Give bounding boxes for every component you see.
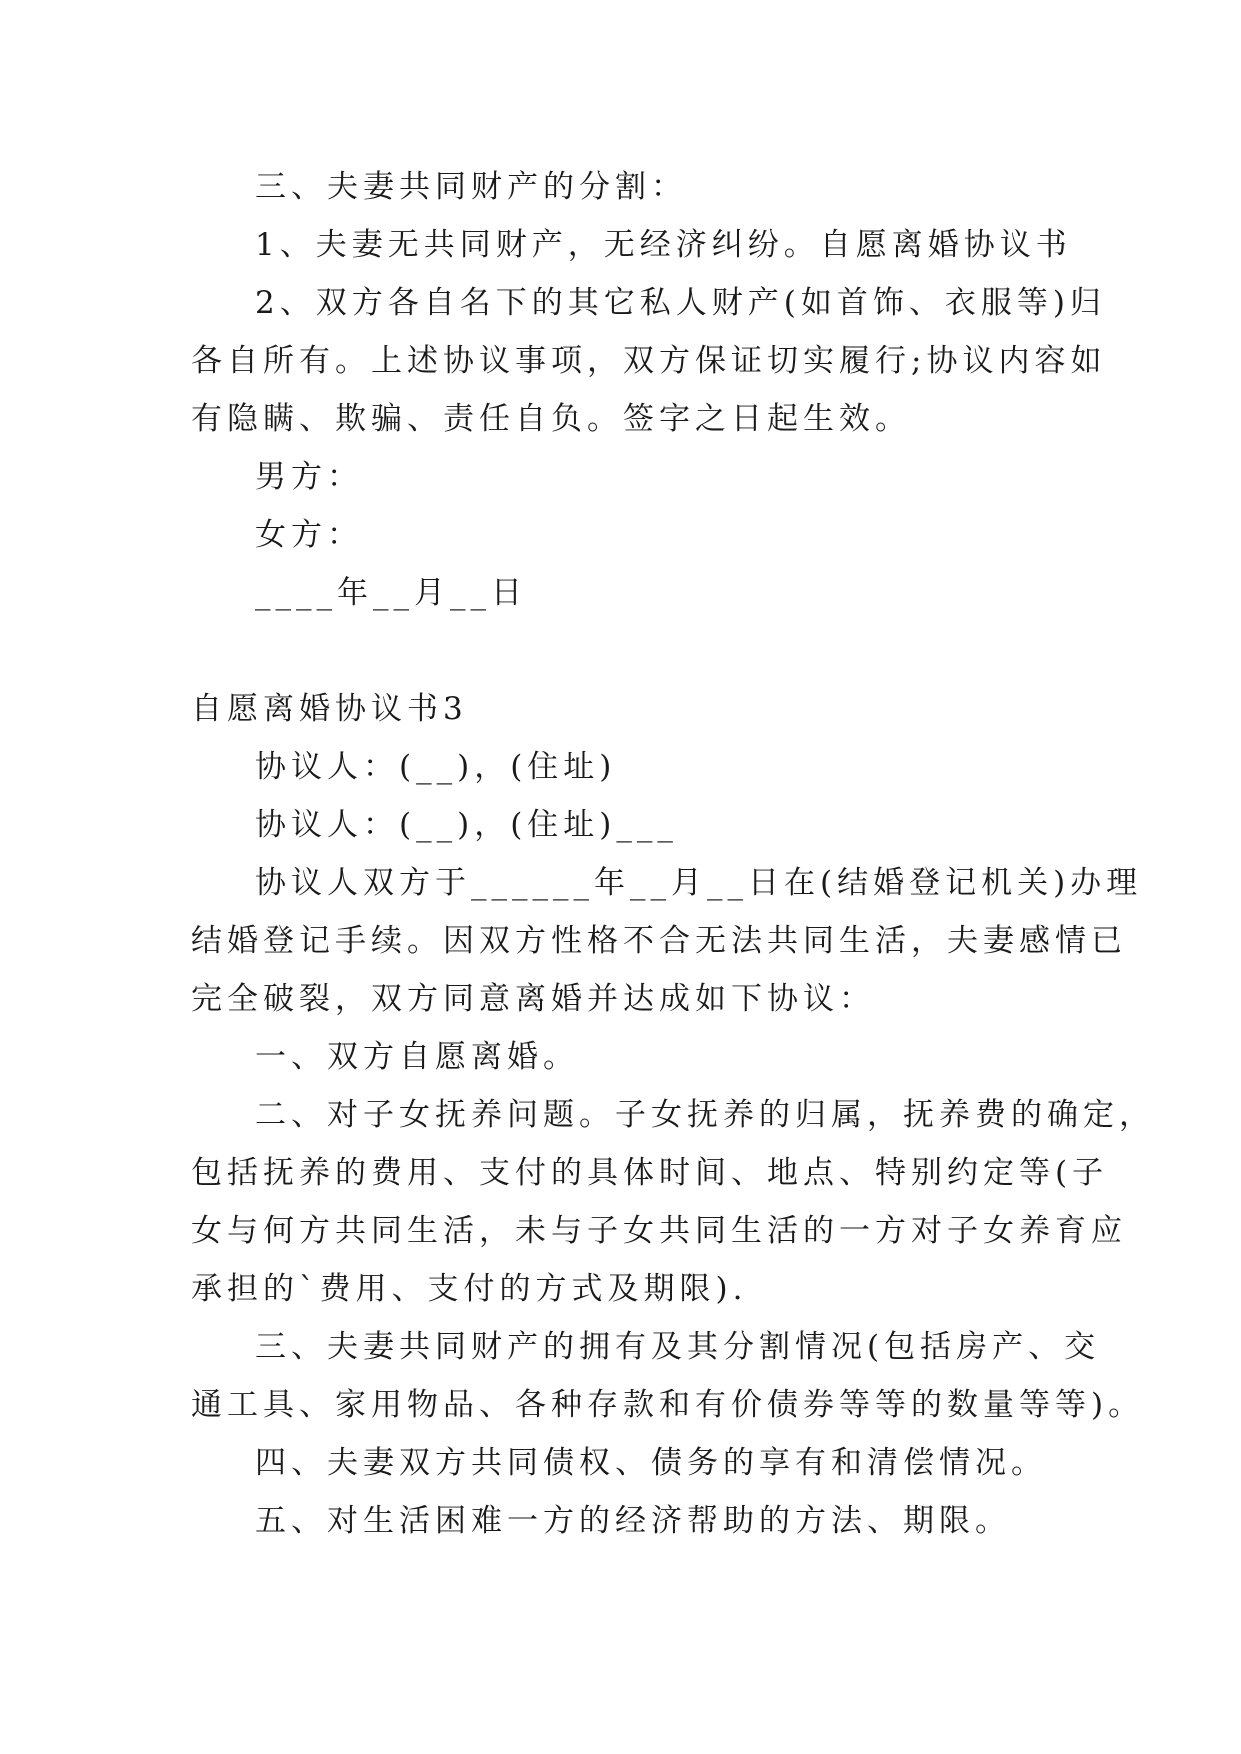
clause-3-line-2: 通工具、家用物品、各种存款和有价债券等等的数量等等)。: [191, 1387, 1145, 1423]
clause-2-line-3: 女与何方共同生活，未与子女共同生活的一方对子女养育应: [191, 1213, 1127, 1249]
section-gap: [191, 622, 1051, 680]
property-item-1: 1、夫妻无共同财产，无经济纠纷。自愿离婚协议书: [255, 227, 1072, 263]
male-signature-label: 男方：: [255, 459, 363, 495]
clause-2-line-2: 包括抚养的费用、支付的具体时间、地点、特别约定等(子: [191, 1155, 1109, 1191]
property-item-2-line-1: 2、双方各自名下的其它私人财产(如首饰、衣服等)归: [255, 285, 1106, 321]
party-1-line: 协议人：(__)，(住址): [255, 749, 617, 785]
intro-line-3: 完全破裂，双方同意离婚并达成如下协议：: [191, 981, 875, 1017]
property-item-2-line-3: 有隐瞒、欺骗、责任自负。签字之日起生效。: [191, 401, 911, 437]
clause-1: 一、双方自愿离婚。: [255, 1039, 579, 1075]
clause-5: 五、对生活困难一方的经济帮助的方法、期限。: [255, 1503, 1011, 1539]
clause-2-line-4: 承担的`费用、支付的方式及期限).: [191, 1271, 748, 1307]
clause-3-line-1: 三、夫妻共同财产的拥有及其分割情况(包括房产、交: [255, 1329, 1101, 1365]
clause-2-line-1: 二、对子女抚养问题。子女抚养的归属，抚养费的确定，: [255, 1097, 1155, 1133]
female-signature-label: 女方：: [255, 517, 363, 553]
signature-date-line: ____年__月__日: [255, 575, 527, 611]
intro-line-2: 结婚登记手续。因双方性格不合无法共同生活，夫妻感情已: [191, 923, 1127, 959]
intro-line-1: 协议人双方于______年__月__日在(结婚登记机关)办理: [255, 865, 1143, 901]
party-2-line: 协议人：(__)，(住址)___: [255, 807, 678, 843]
property-division-heading: 三、夫妻共同财产的分割：: [255, 169, 687, 205]
property-item-2-line-2: 各自所有。上述协议事项，双方保证切实履行;协议内容如: [191, 343, 1107, 379]
agreement-3-title: 自愿离婚协议书3: [191, 691, 468, 727]
clause-4: 四、夫妻双方共同债权、债务的享有和清偿情况。: [255, 1445, 1047, 1481]
